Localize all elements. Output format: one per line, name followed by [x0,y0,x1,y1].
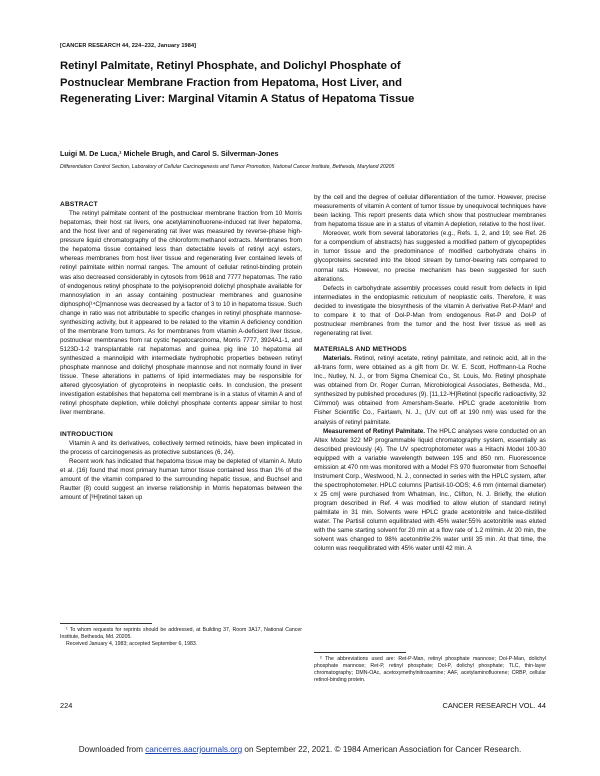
measurement-text: The HPLC analyses were conducted on an Altex Model 322 MP programmable liquid chromatography system, essentially as described previously (4). The UV spectrophotometer was a Hitachi Model 100-30 equipped with a variable wavelength between 195 and 850 nm. Fluorescence emission at 470 nm was monitored with a Model FS 970 fluorometer from Schoeffel Instrument Corp., Westwood, N. J., connected in series with the HPLC system, after the spectrophotometer. HPLC columns [Partisil-10-ODS; 4.6 mm (internal diameter) x 25 cm] were purchased from Whatman, Inc., Clifton, N. J. Briefly, the elution program described in Ref. 4 was modified to allow elution of standard retinyl palmitate in 31 min. Solvents were HPLC grade acetonitrile and twice-distilled water. The Partisil column equilibrated with 45% water:55% acetonitrile was eluted with the same starting solvent for 20 min at a flow rate of 1.2 ml/min. At 20 min, the solvent was changed to 98% acetonitrile:2% water until 35 min. At that time, the column was reequilibrated with 45% water until 42 min. A [314,427,546,553]
left-column [60,200,302,502]
download-suffix: on September 22, 2021. © 1984 American Association for Cancer Research. [242,745,522,754]
materials-paragraph [314,354,546,427]
journal-footer: CANCER RESEARCH VOL. 44 [442,701,546,710]
abstract-heading: ABSTRACT [60,201,98,208]
footnote-2: ² The abbreviations used are: Ret-P-Man, retinyl phosphate mannose; Dol-P-Man, dolichyl phosphate mannose; Ret-P, retinyl phosphate; Dol-P, dolichyl phosphate; TLC, thin-layer chromatography; DMN-OAc, acetoxymethylnitrosamine; AAF, acetylaminofluorene; CRBP, cellular retinol-binding protein. [314,656,546,684]
intro-paragraph-5: Defects in carbohydrate assembly processes could result from defects in lipid intermediates in the endoplasmic reticulum of neoplastic cells. Therefore, it was decided to investigate the biosynthesis of the vitamin A derivative Ret-P-Man² and to compare it to that of Dol-P-Man from endogenous Ret-P and Dol-P of postnuclear membranes from the tumor and the host liver tissue as well as regenerating rat liver. [314,284,546,337]
measurement-paragraph [314,427,546,554]
affiliation: Differentiation Control Section, Laboratory of Cellular Carcinogenesis and Tumor Promotion, National Cancer Institute, Bethesda, Maryland 20205 [60,164,395,170]
intro-paragraph-2: Recent work has indicated that hepatoma tissue may be depleted of vitamin A. Muto et al. (16) found that most primary human tumor tissue contained less than 1% of the amount of the vitamin compared to the surrounding hepatic tissue, and Buchsel and Rautter (8) could suggest an inverse relationship in Morris hepatomas between the amount of [³H]retinol taken up [60,457,302,501]
journal-link[interactable]: cancerres.aacrjournals.org [145,745,243,754]
measurement-label: Measurement of Retinyl Palmitate. [323,427,425,435]
footnote-1: ¹ To whom requests for reprints should be addressed, at Building 37, Room 3A17, National Cancer Institute, Bethesda, Md. 20205. [60,627,302,641]
citation-header: [CANCER RESEARCH 44, 224–232, January 1984] [60,43,197,49]
download-prefix: Downloaded from [78,745,146,754]
page-number: 224 [60,701,73,710]
intro-paragraph-4: Moreover, work from several laboratories (e.g., Refs. 1, 2, and 19; see Ref. 26 for a compendium of abstracts) has suggested a modified pattern of glycopeptides in tumor tissue and the predominance of modified carbohydrate chains in glycoproteins secreted into the blood stream by tumor-bearing rats compared to normal rats. However, no precise mechanism has been suggested for such alterations. [314,230,546,283]
author-list: Luigi M. De Luca,¹ Michele Brugh, and Carol S. Silverman-Jones [60,149,279,158]
footnote-divider-left [60,623,152,624]
materials-text: Retinol, retinyl acetate, retinyl palmitate, and retinoic acid, all in the all-trans form, were obtained as a gift from Dr. W. E. Scott, Hoffmann-La Roche Inc., Nutley, N. J., or from Sigma Chemical Co., St. Louis, Mo. Retinyl phosphate was obtained from Dr. Roger Curran, Microbiological Associates, Bethesda, Md., synthesized by published procedures (9). [11,12-³H]Retinol (specific radioactivity, 32 Ci/mmol) was obtained from Amersham-Searle. HPLC grade acetonitrile from Fisher Scientific Co., Fairlawn, N. J., (UV cut off at 190 nm) was used for the analysis of retinyl palmitate. [314,355,546,426]
introduction-heading: INTRODUCTION [60,430,113,438]
footnotes-right [314,656,546,684]
footnote-divider-right [314,652,406,653]
intro-paragraph-3: by the cell and the degree of cellular differentiation of the tumor. However, precise measurements of vitamin A content of tumor tissue by unequivocal techniques have been lacking. This report presents data which show that postnuclear membranes from hepatoma tissue are in a status of vitamin A depletion, relative to the host liver. [314,194,546,229]
download-notice [0,745,600,756]
article-title: Retinyl Palmitate, Retinyl Phosphate, and Dolichyl Phosphate of Postnuclear Membrane Fraction from Hepatoma, Host Liver, and Regenerating Liver: Marginal Vitamin A Status of Hepatoma Tissue [60,60,415,106]
abstract-text: The retinyl palmitate content of the postnuclear membrane fraction from 10 Morris hepatomas, their host rat livers, one acetylaminofluorene-induced rat liver hepatoma, and the host liver and of regenerating rat liver was measured by reverse-phase high-pressure liquid chromatography of the chloroform:methanol extracts. Membranes from the hepatoma tissue contained less than detectable levels of retinyl acyl esters, whereas membranes from host liver tissue and regenerating liver contained levels of retinyl palmitate within normal ranges. The amount of cellular retinol-binding protein was also decreased considerably in cytosols from 9618 and 7777 hepatomas. The ratio of endogenous retinyl phosphate to the polyisoprenoid dolichyl phosphate available for mannosylation in an assay containing postnuclear membranes and guanosine diphospho[¹⁴C]mannose was decreased by a factor of 3 to 10 in hepatoma tissue. Such change in ratio was not attributable to specific changes in retinyl phosphate mannose-synthesizing activity, but it appeared to be related to the vitamin A deficiency condition of the membrane from tumors. As for membranes from vitamin A-deficient liver tissue, postnuclear membranes from rat cystic hepatocarcinoma, Morris 7777, 3924A1-1, and 5123D-1-2 transplantable rat hepatomas and guinea pig line 10 hepatoma all synthesized a mannolipid with intermediate hydrophobic properties between retinyl phosphate mannose and dolichyl phosphate mannose and not normally found in liver tissue. These alterations in patterns of lipid intermediates may be responsible for altered glycosylation of glycoproteins in neoplastic cells. In conclusion, the present investigation establishes that hepatoma cell membrane is in a status of vitamin A and of retinyl phosphate depletion, while dolichyl phosphate contents appear similar to host liver membrane. [60,210,302,417]
received-date: Received January 4, 1983; accepted September 6, 1983. [66,641,198,648]
methods-heading: MATERIALS AND METHODS [314,346,407,353]
intro-paragraph-1: Vitamin A and its derivatives, collectively termed retinoids, have been implicated in the process of carcinogenesis as protective substances (6, 24). [60,439,302,456]
footnotes-left [60,627,302,648]
materials-label: Materials. [323,355,352,363]
right-column [314,193,546,553]
